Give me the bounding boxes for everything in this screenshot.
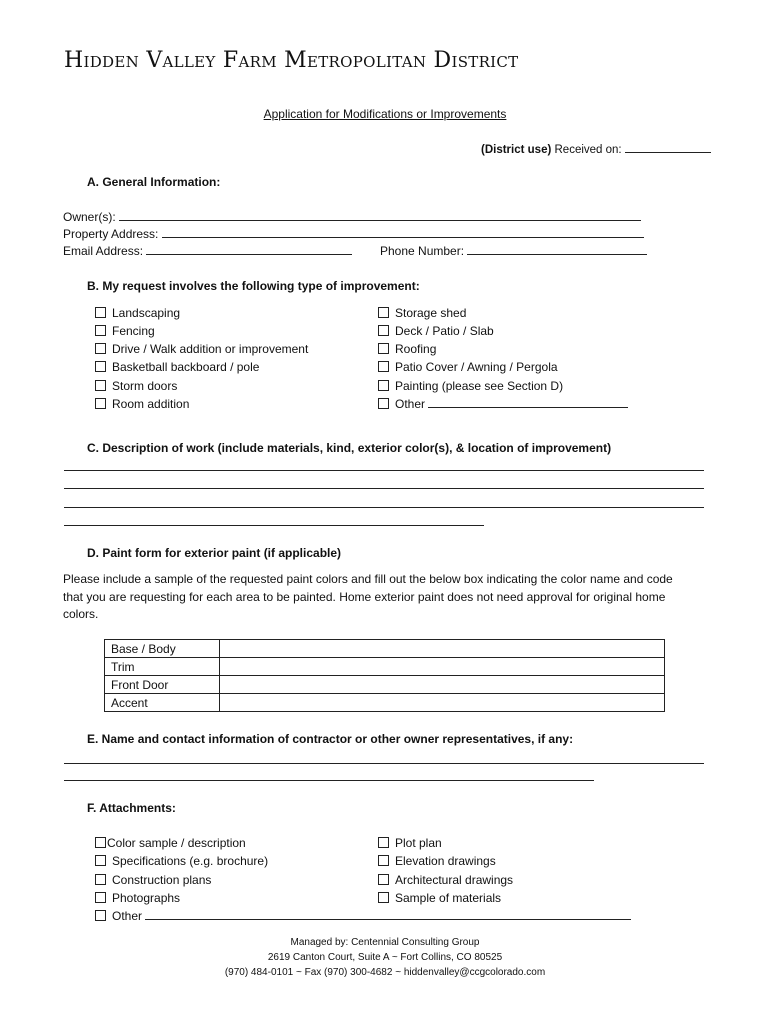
checkbox-fencing[interactable] [95, 324, 155, 338]
property-label: Property Address: [63, 227, 159, 241]
owner-label: Owner(s): [63, 210, 116, 224]
checkbox-label: Construction plans [112, 873, 212, 887]
email-field[interactable] [146, 244, 352, 255]
description-line-2[interactable] [64, 488, 704, 489]
phone-label: Phone Number: [380, 244, 465, 258]
checkbox-icon[interactable] [95, 343, 106, 354]
table-row [105, 658, 665, 676]
checkbox-icon[interactable] [378, 380, 389, 391]
checkbox-specifications[interactable] [95, 854, 268, 868]
paint-instructions-1: Please include a sample of the requested paint colors and fill out the below box indicating the color name and code [63, 572, 673, 586]
contractor-line-1[interactable] [64, 763, 704, 764]
checkbox-label: Painting (please see Section D) [395, 379, 564, 393]
district-use-label: (District use) [481, 144, 552, 156]
checkbox-label: Landscaping [112, 306, 181, 320]
checkbox-landscaping[interactable] [95, 306, 180, 320]
checkbox-plot-plan[interactable] [378, 836, 442, 850]
checkbox-label: Fencing [112, 324, 155, 338]
footer-address: 2619 Canton Court, Suite A ~ Fort Collins, CO 80525 [267, 952, 503, 963]
checkbox-icon[interactable] [95, 874, 106, 885]
checkbox-icon[interactable] [95, 910, 106, 921]
checkbox-label: Color sample / description [107, 836, 246, 850]
table-row [105, 676, 665, 694]
checkbox-patio-cover[interactable] [378, 360, 558, 374]
paint-color-field[interactable] [220, 640, 665, 658]
section-c-heading: C. Description of work (include materials, kind, exterior color(s), & location of improvement) [87, 441, 612, 455]
paint-area-label: Accent [105, 694, 220, 712]
checkbox-painting[interactable] [378, 379, 563, 393]
description-line-4[interactable] [64, 525, 484, 526]
checkbox-label: Other [395, 397, 426, 411]
section-e-heading: E. Name and contact information of contractor or other owner representatives, if any: [87, 732, 574, 746]
checkbox-icon[interactable] [95, 380, 106, 391]
received-on-label: Received on: [554, 144, 622, 156]
description-line-1[interactable] [64, 470, 704, 471]
other-attachment-field[interactable] [145, 909, 631, 920]
checkbox-label: Roofing [395, 342, 437, 356]
checkbox-label: Deck / Patio / Slab [395, 324, 494, 338]
paint-instructions-3: colors. [63, 607, 99, 621]
checkbox-roofing[interactable] [378, 342, 436, 356]
checkbox-color-sample[interactable] [95, 836, 246, 850]
checkbox-icon[interactable] [95, 307, 106, 318]
checkbox-icon[interactable] [95, 398, 106, 409]
paint-color-field[interactable] [220, 676, 665, 694]
paint-color-field[interactable] [220, 694, 665, 712]
checkbox-label: Sample of materials [395, 891, 502, 905]
checkbox-architectural-drawings[interactable] [378, 873, 513, 887]
owner-line [63, 210, 641, 224]
checkbox-room-addition[interactable] [95, 397, 189, 411]
checkbox-storage-shed[interactable] [378, 306, 466, 320]
checkbox-deck-patio[interactable] [378, 324, 494, 338]
checkbox-label: Elevation drawings [395, 854, 496, 868]
checkbox-sample-materials[interactable] [378, 891, 501, 905]
section-a-heading: A. General Information: [87, 175, 221, 189]
checkbox-label: Plot plan [395, 836, 442, 850]
checkbox-icon[interactable] [95, 855, 106, 866]
checkbox-icon[interactable] [95, 361, 106, 372]
checkbox-icon[interactable] [95, 837, 106, 848]
checkbox-label: Patio Cover / Awning / Pergola [395, 360, 558, 374]
owner-field[interactable] [119, 210, 641, 221]
other-improvement-field[interactable] [428, 397, 628, 408]
checkbox-label: Basketball backboard / pole [112, 360, 260, 374]
property-field[interactable] [162, 227, 644, 238]
checkbox-basketball[interactable] [95, 360, 259, 374]
checkbox-icon[interactable] [378, 361, 389, 372]
district-use-line [481, 142, 711, 156]
section-b-heading: B. My request involves the following type of improvement: [87, 279, 420, 293]
checkbox-elevation-drawings[interactable] [378, 854, 496, 868]
checkbox-construction-plans[interactable] [95, 873, 211, 887]
paint-area-label: Front Door [105, 676, 220, 694]
paint-instructions-2: that you are requesting for each area to be painted. Home exterior paint does not need approval for original home [63, 590, 666, 604]
received-on-field[interactable] [625, 142, 711, 153]
property-line [63, 227, 644, 241]
email-label: Email Address: [63, 244, 144, 258]
email-line [63, 244, 352, 258]
paint-area-label: Trim [105, 658, 220, 676]
checkbox-label: Photographs [112, 891, 181, 905]
checkbox-drive-walk[interactable] [95, 342, 308, 356]
checkbox-icon[interactable] [378, 325, 389, 336]
checkbox-icon[interactable] [378, 874, 389, 885]
contractor-line-2[interactable] [64, 780, 594, 781]
footer [0, 935, 770, 980]
checkbox-icon[interactable] [378, 343, 389, 354]
checkbox-label: Room addition [112, 397, 190, 411]
paint-table [104, 639, 665, 712]
checkbox-storm-doors[interactable] [95, 379, 177, 393]
checkbox-icon[interactable] [378, 892, 389, 903]
checkbox-icon[interactable] [378, 307, 389, 318]
checkbox-icon[interactable] [378, 837, 389, 848]
checkbox-label: Specifications (e.g. brochure) [112, 854, 269, 868]
section-f-heading: F. Attachments: [87, 801, 176, 815]
checkbox-label: Other [112, 909, 143, 923]
form-subtitle: Application for Modifications or Improvements [263, 107, 507, 121]
checkbox-icon[interactable] [95, 325, 106, 336]
section-d-heading: D. Paint form for exterior paint (if applicable) [87, 546, 342, 560]
paint-area-label: Base / Body [105, 640, 220, 658]
description-line-3[interactable] [64, 507, 704, 508]
checkbox-icon[interactable] [378, 398, 389, 409]
checkbox-icon[interactable] [95, 892, 106, 903]
checkbox-label: Drive / Walk addition or improvement [112, 342, 309, 356]
table-row [105, 694, 665, 712]
checkbox-label: Architectural drawings [395, 873, 514, 887]
footer-manager: Managed by: Centennial Consulting Group [290, 937, 480, 948]
phone-field[interactable] [467, 244, 647, 255]
checkbox-label: Storm doors [112, 379, 178, 393]
page-title: Hidden Valley Farm Metropolitan District [64, 48, 519, 73]
checkbox-photographs[interactable] [95, 891, 180, 905]
checkbox-icon[interactable] [378, 855, 389, 866]
checkbox-other-attachment[interactable] [95, 909, 631, 923]
checkbox-other-improvement[interactable] [378, 397, 628, 411]
paint-color-field[interactable] [220, 658, 665, 676]
table-row [105, 640, 665, 658]
phone-line [380, 244, 647, 258]
footer-contact: (970) 484-0101 ~ Fax (970) 300-4682 ~ hiddenvalley@ccgcolorado.com [224, 967, 546, 978]
checkbox-label: Storage shed [395, 306, 467, 320]
